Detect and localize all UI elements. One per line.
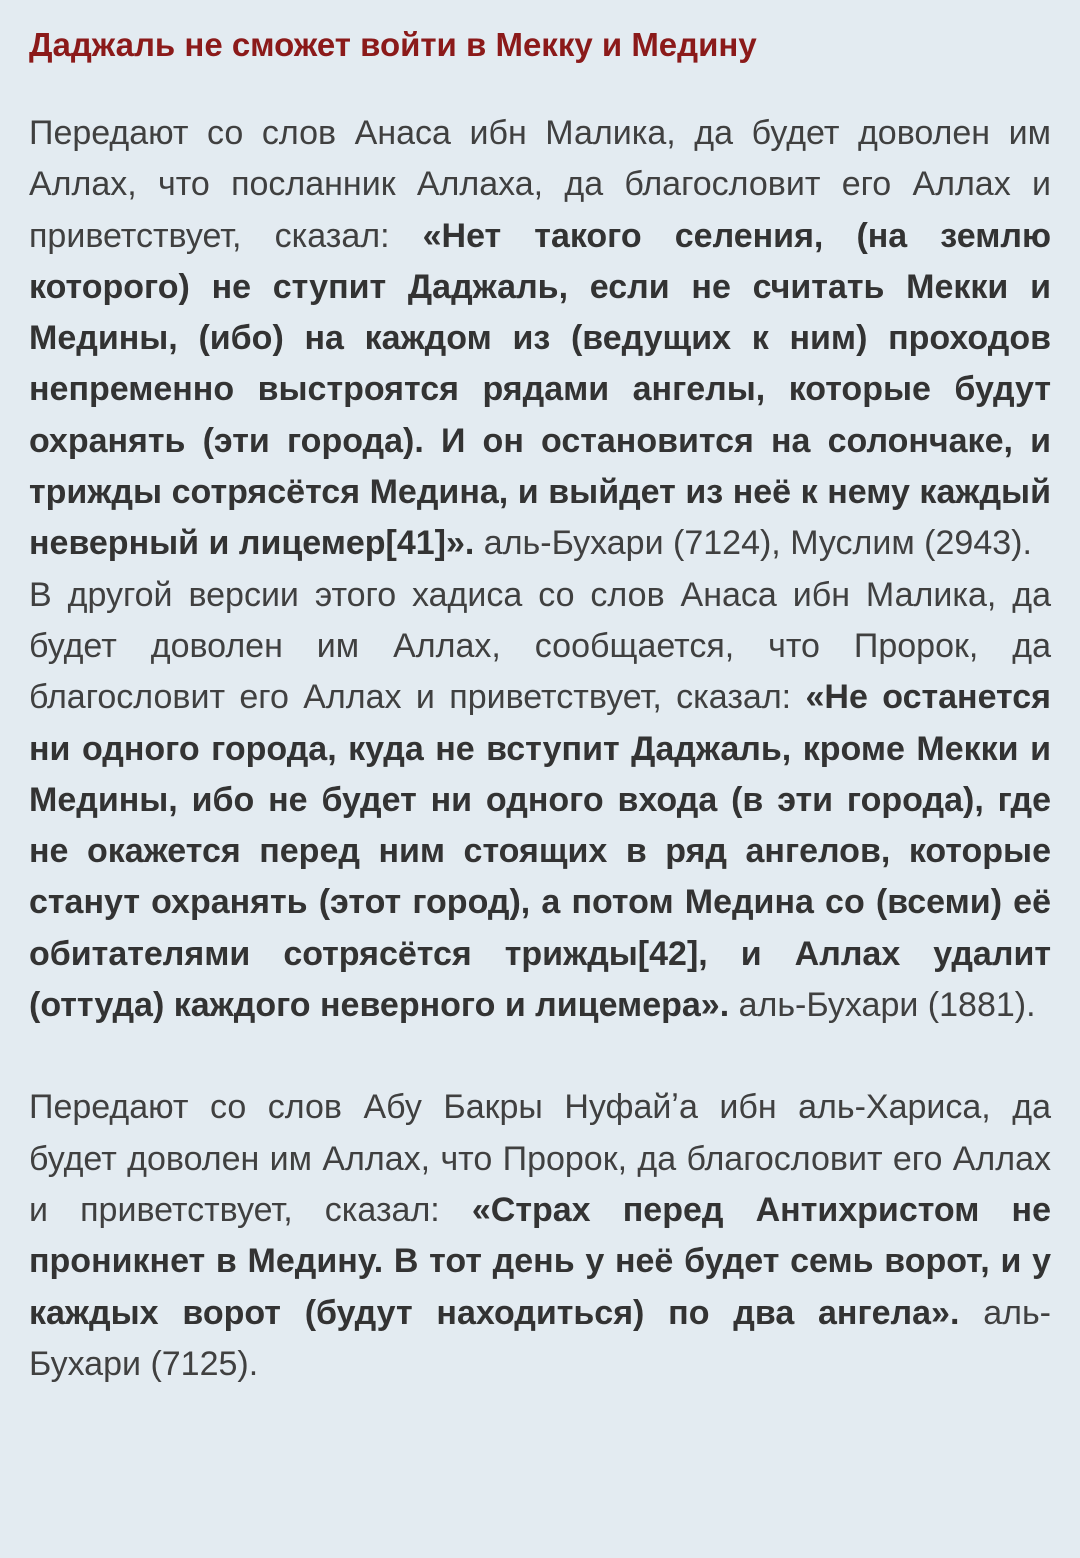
hadith-2-intro: В другой версии этого хадиса со слов Анаса ибн Малика, да будет доволен им Аллах, сообщается, что Пророк, да благословит его Аллах и приветствует, сказал: (29, 575, 1051, 717)
hadith-2-quote: «Не останется ни одного города, куда не вступит Даджаль, кроме Мекки и Медины, ибо не будет ни одного входа (в эти города), где не окажется перед ним стоящих в ряд ангелов, которые станут охранять (этот город), а потом Медина со (всеми) её обитателями сотрясётся трижды[42], и Аллах удалит (оттуда) каждого неверного и лицемера». (29, 678, 1051, 1025)
hadith-2-source: аль-Бухари (1881). (729, 986, 1036, 1025)
hadith-1-source: аль-Бухари (7124), Муслим (2943). (474, 524, 1032, 563)
hadith-1-intro: Передают со слов Анаса ибн Малика, да будет доволен им Аллах, что посланник Аллаха, да благословит его Аллах и приветствует, сказал: (29, 114, 1051, 255)
article-title: Даджаль не сможет войти в Мекку и Медину (29, 26, 757, 63)
hadith-3-intro: Передают со слов Абу Бакры Нуфайʼа ибн аль-Хариса, да будет доволен им Аллах, что Пророк, да благословит его Аллах и приветствует, сказал: (29, 1088, 1051, 1229)
hadith-3-source: аль-Бухари (7125). (29, 1293, 1051, 1383)
paragraph-spacer (29, 1031, 1051, 1082)
hadith-3-quote: «Страх перед Антихристом не проникнет в Медину. В тот день у неё будет семь ворот, и у каждых ворот (будут находиться) по два ангела». (29, 1190, 1052, 1332)
hadith-paragraph-2 (29, 570, 1051, 1032)
hadith-1-quote: «Нет такого селения, (на землю которого) не ступит Даджаль, если не считать Мекки и Медины, (ибо) на каждом из (ведущих к ним) проходов непременно выстроятся рядами ангелы, которые будут охранять (эти города). И он остановится на солончаке, и трижды сотрясётся Медина, и выйдет из неё к нему каждый неверный и лицемер[41]». (29, 216, 1052, 563)
hadith-paragraph-1 (29, 108, 1051, 570)
hadith-paragraph-3 (29, 1082, 1051, 1390)
